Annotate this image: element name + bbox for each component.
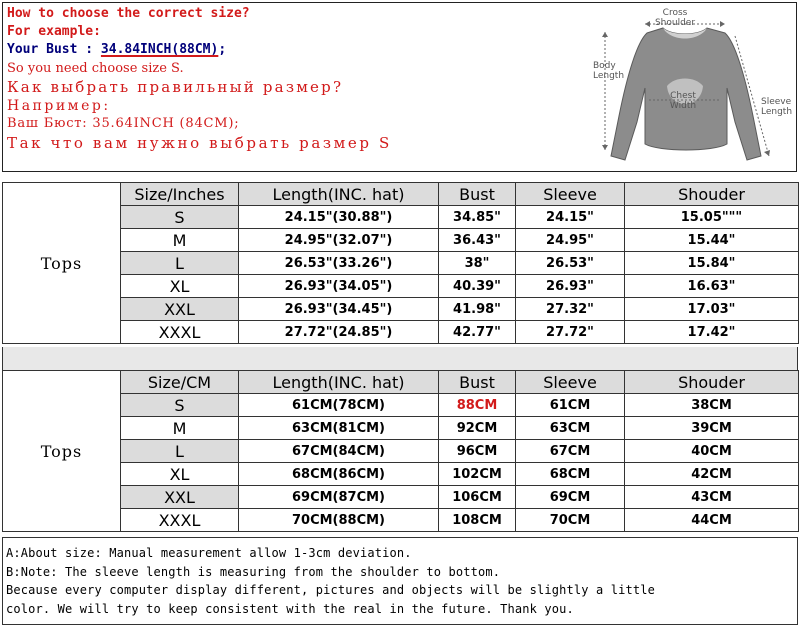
bust-label: Your Bust : bbox=[7, 42, 101, 57]
length-cell: 69CM(87CM) bbox=[239, 486, 439, 509]
size-advice: So you need choose size S. bbox=[7, 61, 184, 76]
bust-example-line bbox=[7, 43, 567, 62]
chest-width-label-1: Chest bbox=[670, 91, 696, 101]
sleeve-cell: 26.93" bbox=[516, 275, 625, 298]
table-header-row bbox=[3, 371, 799, 394]
sleeve-cell: 24.15" bbox=[516, 206, 625, 229]
bust-cell: 40.39" bbox=[439, 275, 516, 298]
shoulder-cell: 15.05""" bbox=[625, 206, 799, 229]
ru-size-advice: Так что вам нужно выбрать размер S bbox=[7, 134, 392, 152]
table-separator bbox=[2, 347, 798, 370]
length-cell: 24.15"(30.88") bbox=[239, 206, 439, 229]
table-row bbox=[3, 463, 799, 486]
sleeve-length-label-2: Length bbox=[761, 107, 793, 117]
header-size: Size/CM bbox=[121, 371, 239, 394]
length-cell: 68CM(86CM) bbox=[239, 463, 439, 486]
example-label: For example: bbox=[7, 24, 101, 39]
sleeve-cell: 26.53" bbox=[516, 252, 625, 275]
table-row bbox=[3, 229, 799, 252]
header-bust: Bust bbox=[439, 371, 516, 394]
table-row bbox=[3, 252, 799, 275]
inches-size-table bbox=[2, 182, 798, 344]
size-cell: L bbox=[121, 440, 239, 463]
shoulder-cell: 17.42" bbox=[625, 321, 799, 344]
size-cell: XXL bbox=[121, 486, 239, 509]
bust-cell: 106CM bbox=[439, 486, 516, 509]
length-cell: 24.95"(32.07") bbox=[239, 229, 439, 252]
bust-cell: 42.77" bbox=[439, 321, 516, 344]
bust-cell: 38" bbox=[439, 252, 516, 275]
shoulder-cell: 15.84" bbox=[625, 252, 799, 275]
shoulder-cell: 38CM bbox=[625, 394, 799, 417]
ru-heading: Как выбрать правильный размер? bbox=[7, 78, 344, 96]
size-cell: XXXL bbox=[121, 509, 239, 532]
size-cell: XXXL bbox=[121, 321, 239, 344]
bust-cell: 102CM bbox=[439, 463, 516, 486]
table-row bbox=[3, 417, 799, 440]
length-cell: 27.72"(24.85") bbox=[239, 321, 439, 344]
sleeve-length-label-1: Sleeve bbox=[761, 97, 792, 107]
shoulder-cell: 16.63" bbox=[625, 275, 799, 298]
length-cell: 63CM(81CM) bbox=[239, 417, 439, 440]
sleeve-cell: 70CM bbox=[516, 509, 625, 532]
bust-cell: 41.98" bbox=[439, 298, 516, 321]
cm-size-table bbox=[2, 370, 798, 532]
sleeve-cell: 63CM bbox=[516, 417, 625, 440]
size-cell: XL bbox=[121, 275, 239, 298]
table-row bbox=[3, 509, 799, 532]
intro-heading: How to choose the correct size? bbox=[7, 6, 250, 21]
bust-value: 34.84INCH(88CM) bbox=[100, 42, 219, 57]
shoulder-cell: 44CM bbox=[625, 509, 799, 532]
header-bust: Bust bbox=[439, 183, 516, 206]
shoulder-cell: 17.03" bbox=[625, 298, 799, 321]
bust-cell: 92CM bbox=[439, 417, 516, 440]
body-length-label-2: Length bbox=[593, 71, 625, 81]
length-cell: 70CM(88CM) bbox=[239, 509, 439, 532]
sleeve-cell: 68CM bbox=[516, 463, 625, 486]
size-cell: XL bbox=[121, 463, 239, 486]
bust-cell: 108CM bbox=[439, 509, 516, 532]
garment-measurement-diagram bbox=[575, 6, 795, 168]
cross-shoulder-label-2: Shoulder bbox=[654, 18, 696, 28]
shoulder-cell: 40CM bbox=[625, 440, 799, 463]
size-cell: S bbox=[121, 206, 239, 229]
note-display-disclaimer-1: Because every computer display different, pictures and objects will be slightly a little bbox=[6, 583, 655, 597]
length-cell: 26.93"(34.45") bbox=[239, 298, 439, 321]
header-length: Length(INC. hat) bbox=[239, 183, 439, 206]
category-label: Tops bbox=[3, 371, 121, 532]
header-shoulder: Shouder bbox=[625, 183, 799, 206]
shoulder-cell: 43CM bbox=[625, 486, 799, 509]
ru-bust-line: Ваш Бюст: 35.64INCH (84CM); bbox=[7, 116, 240, 131]
note-sleeve-length: B:Note: The sleeve length is measuring from the shoulder to bottom. bbox=[6, 564, 501, 579]
note-display-disclaimer-2: color. We will try to keep consistent with the real in the future. Thank you. bbox=[6, 601, 574, 616]
shoulder-cell: 39CM bbox=[625, 417, 799, 440]
table-header-row bbox=[3, 183, 799, 206]
note-about-size: A:About size: Manual measurement allow 1-3cm deviation. bbox=[6, 546, 412, 560]
sleeve-cell: 67CM bbox=[516, 440, 625, 463]
chest-width-label-2: Width bbox=[669, 101, 697, 111]
bust-suffix: ; bbox=[218, 42, 227, 57]
cross-shoulder-label-1: Cross bbox=[662, 8, 688, 18]
table-row bbox=[3, 206, 799, 229]
table-row bbox=[3, 321, 799, 344]
length-cell: 67CM(84CM) bbox=[239, 440, 439, 463]
bust-cell-highlighted: 88CM bbox=[439, 394, 516, 417]
size-guide-intro-box bbox=[2, 2, 797, 172]
category-label: Tops bbox=[3, 183, 121, 344]
header-length: Length(INC. hat) bbox=[239, 371, 439, 394]
shoulder-cell: 15.44" bbox=[625, 229, 799, 252]
size-cell: L bbox=[121, 252, 239, 275]
table-row bbox=[3, 440, 799, 463]
length-cell: 61CM(78CM) bbox=[239, 394, 439, 417]
shoulder-cell: 42CM bbox=[625, 463, 799, 486]
header-sleeve: Sleeve bbox=[516, 183, 625, 206]
notes-box bbox=[2, 537, 798, 625]
sleeve-cell: 61CM bbox=[516, 394, 625, 417]
header-shoulder: Shouder bbox=[625, 371, 799, 394]
header-sleeve: Sleeve bbox=[516, 371, 625, 394]
ru-example-label: Например: bbox=[7, 98, 111, 114]
body-length-label-1: Body bbox=[593, 61, 616, 71]
size-cell: XXL bbox=[121, 298, 239, 321]
sleeve-cell: 27.32" bbox=[516, 298, 625, 321]
bust-cell: 36.43" bbox=[439, 229, 516, 252]
sleeve-cell: 69CM bbox=[516, 486, 625, 509]
intro-text-block bbox=[7, 5, 567, 155]
length-cell: 26.93"(34.05") bbox=[239, 275, 439, 298]
length-cell: 26.53"(33.26") bbox=[239, 252, 439, 275]
bust-cell: 34.85" bbox=[439, 206, 516, 229]
size-cell: S bbox=[121, 394, 239, 417]
header-size: Size/Inches bbox=[121, 183, 239, 206]
table-row bbox=[3, 486, 799, 509]
table-row bbox=[3, 394, 799, 417]
table-row bbox=[3, 298, 799, 321]
size-cell: M bbox=[121, 229, 239, 252]
table-row bbox=[3, 275, 799, 298]
sleeve-cell: 27.72" bbox=[516, 321, 625, 344]
size-cell: M bbox=[121, 417, 239, 440]
bust-cell: 96CM bbox=[439, 440, 516, 463]
sleeve-cell: 24.95" bbox=[516, 229, 625, 252]
